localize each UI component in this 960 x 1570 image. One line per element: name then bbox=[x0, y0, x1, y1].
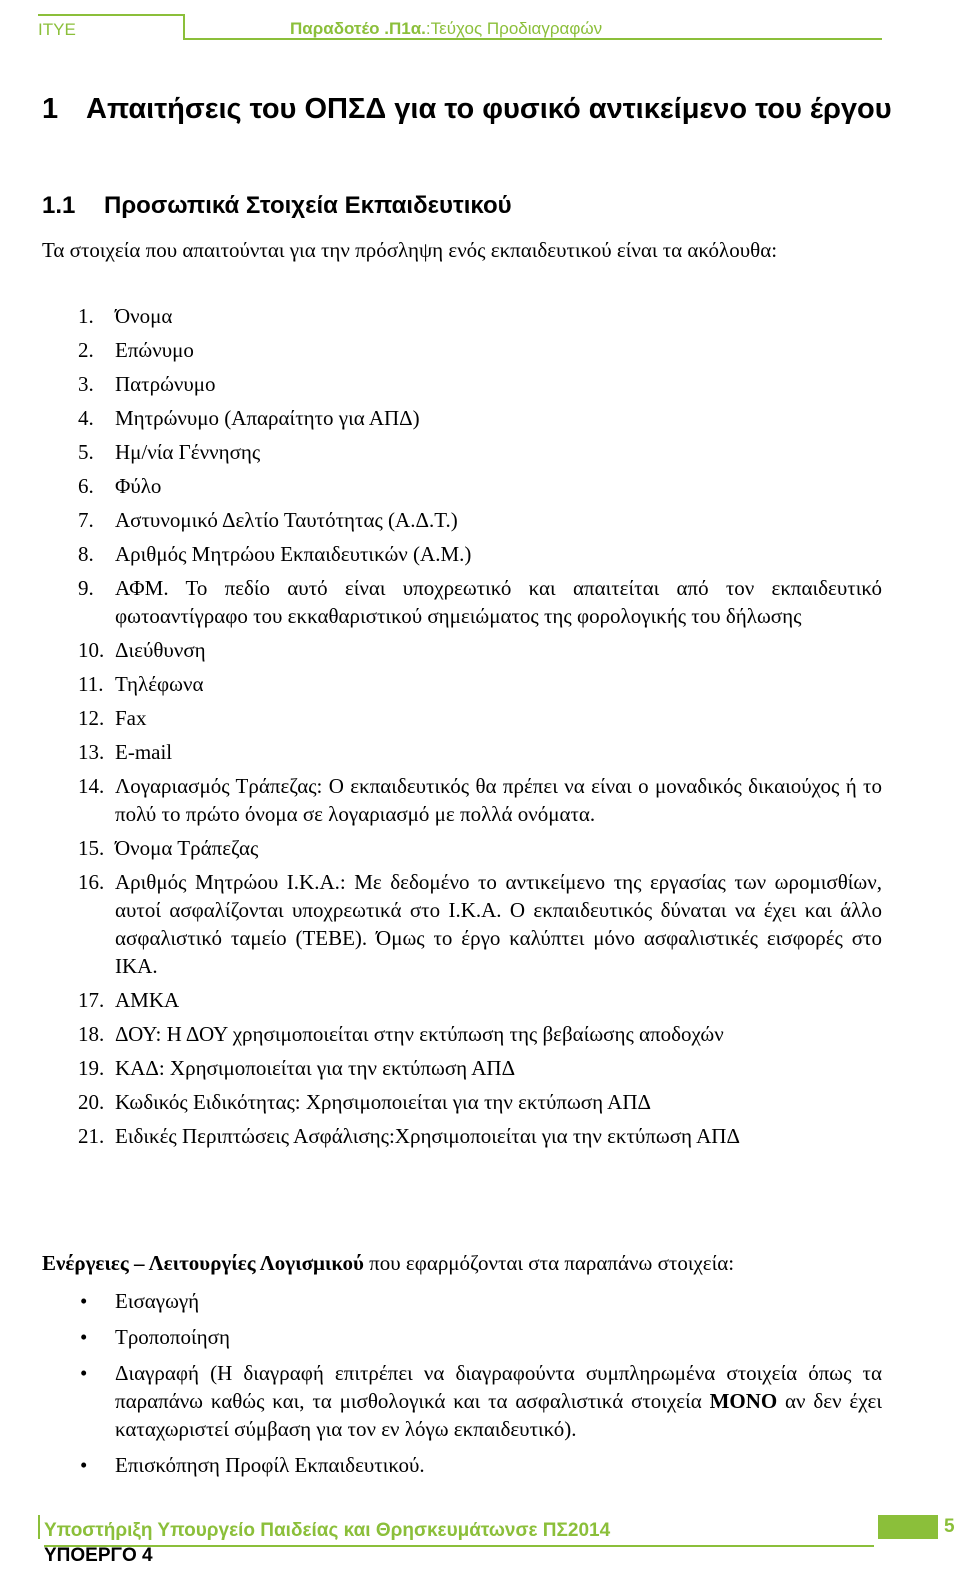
list-item bbox=[42, 670, 882, 698]
list-item bbox=[42, 506, 882, 534]
footer-subtitle: ΥΠΟΕΡΓΟ 4 bbox=[44, 1545, 153, 1566]
list-item-number: 19. bbox=[78, 1056, 105, 1080]
list-item-number: 18. bbox=[78, 1022, 105, 1046]
list-item-text: Φύλο bbox=[115, 474, 162, 498]
list-item-text: E-mail bbox=[115, 740, 173, 764]
footer-accent-box bbox=[878, 1515, 938, 1539]
list-item bbox=[42, 1359, 882, 1443]
list-item-number: 6. bbox=[78, 474, 94, 498]
list-item bbox=[42, 1122, 882, 1150]
list-item-number: 5. bbox=[78, 440, 94, 464]
bullet-icon: • bbox=[80, 1361, 88, 1385]
list-item-number: 3. bbox=[78, 372, 94, 396]
list-item-number: 15. bbox=[78, 836, 105, 860]
list-item bbox=[42, 1054, 882, 1082]
list-item-text: Τροποποίηση bbox=[115, 1325, 230, 1349]
list-item-text: ΑΦΜ. Το πεδίο αυτό είναι υποχρεωτικό και απαιτείται από τον εκπαιδευτικό φωτοαντίγραφο του εκκαθαριστικού σημειώματος της φορολογικής του δήλωσης bbox=[115, 576, 882, 628]
page-number: 5 bbox=[944, 1516, 955, 1537]
header-right bbox=[185, 14, 882, 40]
list-item-number: 2. bbox=[78, 338, 94, 362]
list-item-number: 14. bbox=[78, 774, 105, 798]
list-item bbox=[42, 438, 882, 466]
list-item-text: Επισκόπηση Προφίλ Εκπαιδευτικού. bbox=[115, 1453, 425, 1477]
list-item-text: Επώνυμο bbox=[115, 338, 194, 362]
heading-2-number: 1.1 bbox=[42, 192, 76, 219]
header-title bbox=[290, 19, 602, 39]
list-item bbox=[42, 472, 882, 500]
footer-title: Υποστήριξη Υπουργείο Παιδείας και Θρησκευμάτωνσε ΠΣ2014 bbox=[44, 1517, 874, 1547]
list-item-text: Διεύθυνση bbox=[115, 638, 206, 662]
list-item-text: Μητρώνυμο (Απαραίτητο για ΑΠΔ) bbox=[115, 406, 420, 430]
list-item bbox=[42, 986, 882, 1014]
list-item bbox=[42, 302, 882, 330]
list-item-text: ΔΟΥ: Η ΔΟΥ χρησιμοποιείται στην εκτύπωση της βεβαίωσης αποδοχών bbox=[115, 1022, 724, 1046]
list-item-text: Λογαριασμός Τράπεζας: Ο εκπαιδευτικός θα πρέπει να είναι ο μοναδικός δικαιούχος ή το πολύ το πρώτο όνομα σε λογαριασμό με πολλά ονόματα. bbox=[115, 774, 882, 826]
list-item-text: Αστυνομικό Δελτίο Ταυτότητας (Α.Δ.Τ.) bbox=[115, 508, 458, 532]
list-item bbox=[42, 336, 882, 364]
list-item-number: 12. bbox=[78, 706, 105, 730]
header-left-tab bbox=[38, 14, 185, 40]
list-item-number: 11. bbox=[78, 672, 104, 696]
list-item-text: Εισαγωγή bbox=[115, 1289, 200, 1313]
header-left-label: ITYE bbox=[38, 20, 76, 39]
list-item bbox=[42, 1020, 882, 1048]
actions-title-rest: που εφαρμόζονται στα παραπάνω στοιχεία: bbox=[363, 1251, 735, 1275]
list-item-tail: αν δεν έχει καταχωριστεί σύμβαση για τον εν λόγω εκπαιδευτικό). bbox=[115, 1389, 882, 1441]
list-item-text: ΚΑΔ: Χρησιμοποιείται για την εκτύπωση ΑΠΔ bbox=[115, 1056, 516, 1080]
intro-paragraph: Τα στοιχεία που απαιτούνται για την πρόσληψη ενός εκπαιδευτικού είναι τα ακόλουθα: bbox=[42, 238, 778, 262]
list-item-number: 16. bbox=[78, 870, 105, 894]
list-item bbox=[42, 772, 882, 828]
list-item-text: Διαγραφή (Η διαγραφή επιτρέπει να διαγραφούντα συμπληρωμένα στοιχεία όπως τα παραπάνω καθώς και, τα μισθολογικά και τα ασφαλιστικά στοιχεία bbox=[115, 1361, 882, 1413]
list-item-text: Τηλέφωνα bbox=[115, 672, 204, 696]
list-item bbox=[42, 1287, 882, 1315]
list-item-text: ΑΜΚΑ bbox=[115, 988, 180, 1012]
heading-2-text: Προσωπικά Στοιχεία Εκπαιδευτικού bbox=[104, 192, 512, 219]
heading-1 bbox=[42, 90, 902, 128]
list-item-number: 8. bbox=[78, 542, 94, 566]
list-item bbox=[42, 704, 882, 732]
bullet-icon: • bbox=[80, 1453, 88, 1477]
list-item-text: Όνομα Τράπεζας bbox=[115, 836, 259, 860]
list-item-text: Αριθμός Μητρώου Ι.Κ.Α.: Με δεδομένο το αντικείμενο της εργασίας των ωρομισθίων, αυτοί ασφαλίζονται υποχρεωτικά στο Ι.Κ.Α. Ο εκπαιδευτικός δύναται να έχει και άλλο ασφαλιστικό ταμείο (ΤΕΒΕ). Όμως το έργο καλύπτει μόνο ασφαλιστικές εισφορές στο ΙΚΑ. bbox=[115, 870, 882, 978]
actions-title bbox=[42, 1251, 734, 1276]
heading-1-number: 1 bbox=[42, 93, 59, 125]
header-title-bold: Παραδοτέο .Π1α. bbox=[290, 19, 426, 38]
list-item-text: Πατρώνυμο bbox=[115, 372, 216, 396]
actions-list bbox=[42, 1287, 882, 1487]
bullet-icon: • bbox=[80, 1325, 88, 1349]
list-item-bold: ΜΟΝΟ bbox=[709, 1389, 778, 1413]
list-item bbox=[42, 1088, 882, 1116]
list-item bbox=[42, 1323, 882, 1351]
list-item-number: 9. bbox=[78, 576, 94, 600]
list-item-number: 7. bbox=[78, 508, 94, 532]
bullet-icon: • bbox=[80, 1289, 88, 1313]
list-item bbox=[42, 370, 882, 398]
list-item-number: 13. bbox=[78, 740, 105, 764]
list-item bbox=[42, 574, 882, 630]
requirements-list bbox=[42, 302, 882, 1156]
list-item-number: 1. bbox=[78, 304, 94, 328]
list-item-text: Ειδικές Περιπτώσεις Ασφάλισης:Χρησιμοποιείται για την εκτύπωση ΑΠΔ bbox=[115, 1124, 740, 1148]
list-item bbox=[42, 834, 882, 862]
list-item-number: 4. bbox=[78, 406, 94, 430]
list-item-number: 17. bbox=[78, 988, 105, 1012]
list-item-number: 21. bbox=[78, 1124, 105, 1148]
list-item-text: Όνομα bbox=[115, 304, 173, 328]
heading-2 bbox=[42, 192, 512, 220]
list-item bbox=[42, 404, 882, 432]
list-item-number: 10. bbox=[78, 638, 105, 662]
list-item-text: Κωδικός Ειδικότητας: Χρησιμοποιείται για την εκτύπωση ΑΠΔ bbox=[115, 1090, 652, 1114]
footer-accent-line bbox=[38, 1515, 40, 1539]
heading-1-text: Απαιτήσεις του ΟΠΣΔ για το φυσικό αντικείμενο του έργου bbox=[86, 93, 892, 125]
list-item bbox=[42, 1451, 882, 1479]
list-item bbox=[42, 540, 882, 568]
header-title-rest: :Τεύχος Προδιαγραφών bbox=[425, 19, 603, 38]
list-item bbox=[42, 738, 882, 766]
list-item-text: Αριθμός Μητρώου Εκπαιδευτικών (Α.Μ.) bbox=[115, 542, 472, 566]
list-item-text: Ημ/νία Γέννησης bbox=[115, 440, 261, 464]
list-item bbox=[42, 868, 882, 980]
actions-title-bold: Ενέργειες – Λειτουργίες Λογισμικού bbox=[42, 1251, 364, 1275]
list-item-text: Fax bbox=[115, 706, 147, 730]
list-item-number: 20. bbox=[78, 1090, 105, 1114]
list-item bbox=[42, 636, 882, 664]
